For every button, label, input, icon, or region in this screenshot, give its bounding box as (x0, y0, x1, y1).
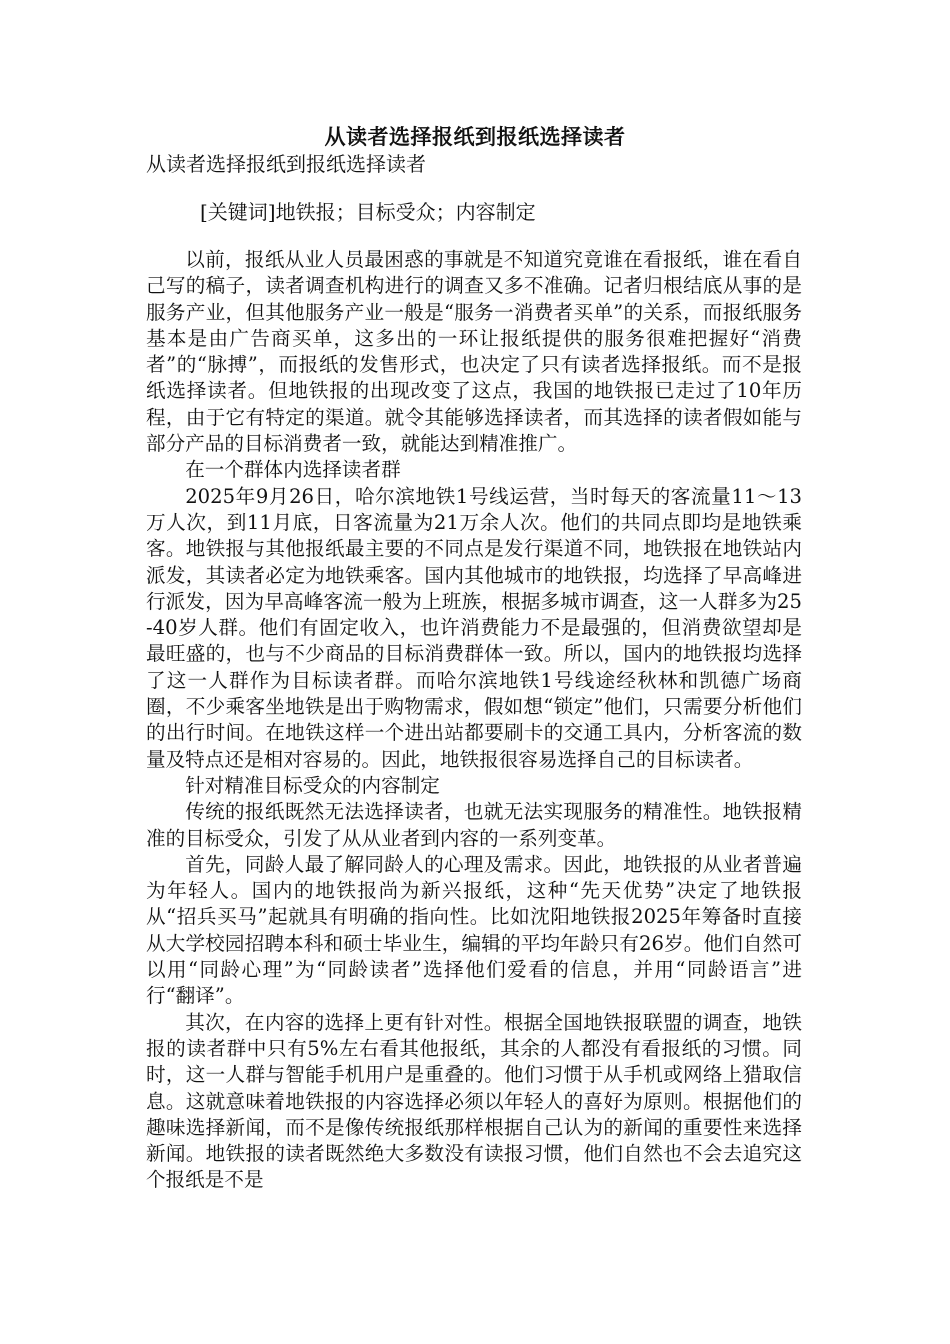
paragraph-second-point: 其次，在内容的选择上更有针对性。根据全国地铁报联盟的调查，地铁报的读者群中只有5%左右看其他报纸，其余的人都没有看报纸的习惯。同时，这一人群与智能手机用户是重叠的。他们习惯于从手机或网络上猎取信息。这就意味着地铁报的内容选择必须以年轻人的喜好为原则。根据他们的趣味选择新闻，而不是像传统报纸那样根据自己认为的新闻的重要性来选择新闻。地铁报的读者既然绝大多数没有读报习惯，他们自然也不会去追究这个报纸是不是 (146, 1010, 802, 1192)
keywords-line: [关键词]地铁报；目标受众；内容制定 (200, 200, 536, 224)
paragraph-intro: 以前，报纸从业人员最困惑的事就是不知道究竟谁在看报纸，谁在看自己写的稿子，读者调查机构进行的调查又多不准确。记者归根结底从事的是服务产业，但其他服务产业一般是“服务一消费者买单”的关系，而报纸服务基本是由广告商买单，这多出的一环让报纸提供的服务很难把握好“消费者”的“脉搏”，而报纸的发售形式，也决定了只有读者选择报纸。而不是报纸选择读者。但地铁报的出现改变了这点，我国的地铁报已走过了10年历程，由于它有特定的渠道。就令其能够选择读者，而其选择的读者假如能与部分产品的目标消费者一致，就能达到精准推广。 (146, 248, 802, 456)
section-heading-content: 针对精准目标受众的内容制定 (185, 773, 440, 797)
document-subtitle: 从读者选择报纸到报纸选择读者 (146, 152, 426, 176)
paragraph-traditional-papers: 传统的报纸既然无法选择读者，也就无法实现服务的精准性。地铁报精准的目标受众，引发了从从业者到内容的一系列变革。 (146, 800, 802, 850)
section-heading-reader-selection: 在一个群体内选择读者群 (185, 458, 401, 482)
paragraph-first-point: 首先，同龄人最了解同龄人的心理及需求。因此，地铁报的从业者普遍为年轻人。国内的地铁报尚为新兴报纸，这种“先天优势”决定了地铁报从“招兵买马”起就具有明确的指向性。比如沈阳地铁报2025年筹备时直接从大学校园招聘本科和硕士毕业生，编辑的平均年龄只有26岁。他们自然可以用“同龄心理”为“同龄读者”选择他们爱看的信息，并用“同龄语言”进行“翻译”。 (146, 852, 802, 1008)
paragraph-harbin-metro: 2025年9月26日，哈尔滨地铁1号线运营，当时每天的客流量11～13万人次，到11月底，日客流量为21万余人次。他们的共同点即均是地铁乘客。地铁报与其他报纸最主要的不同点是发行渠道不同，地铁报在地铁站内派发，其读者必定为地铁乘客。国内其他城市的地铁报，均选择了早高峰进行派发，因为早高峰客流一般为上班族，根据多城市调查，这一人群多为25-40岁人群。他们有固定收入，也许消费能力不是最强的，但消费欲望却是最旺盛的，也与不少商品的目标消费群体一致。所以，国内的地铁报均选择了这一人群作为目标读者群。而哈尔滨地铁1号线途经秋林和凯德广场商圈，不少乘客坐地铁是出于购物需求，假如想“锁定”他们，只需要分析他们的出行时间。在地铁这样一个进出站都要刷卡的交通工具内，分析客流的数量及特点还是相对容易的。因此，地铁报很容易选择自己的目标读者。 (146, 484, 802, 771)
article-body (146, 247, 802, 1194)
document-title: 从读者选择报纸到报纸选择读者 (324, 124, 626, 149)
